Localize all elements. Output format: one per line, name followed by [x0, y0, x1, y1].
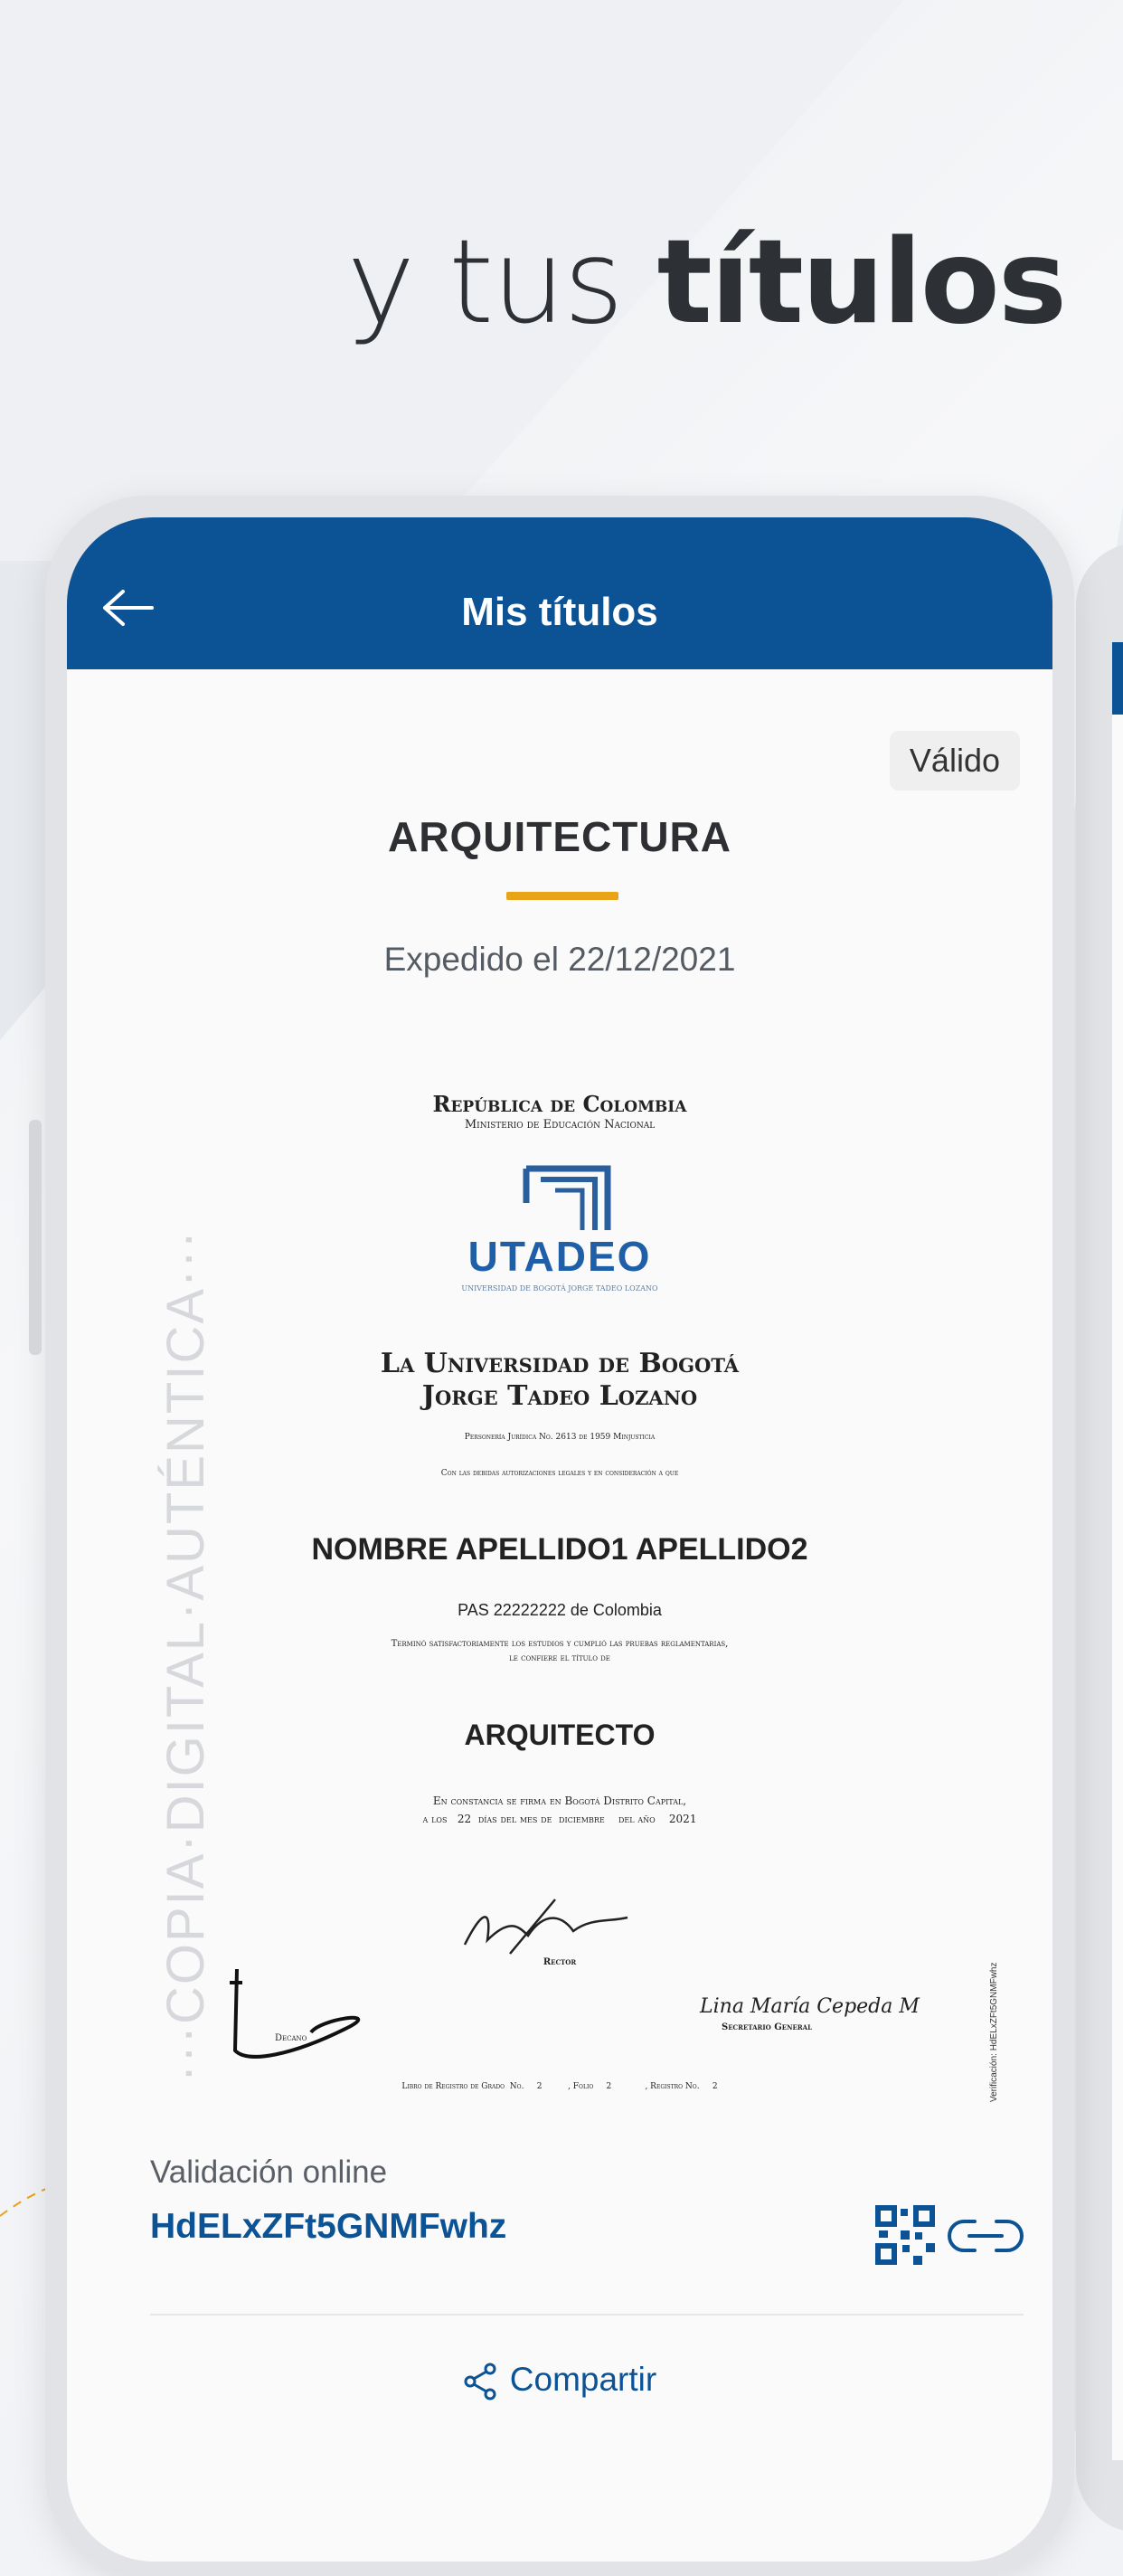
- degree-name: ARQUITECTO: [464, 1719, 656, 1751]
- app-bar-title: Mis títulos: [461, 590, 658, 634]
- legal-line: Personería Jurídica No. 2613 de 1959 Minjusticia: [464, 1433, 656, 1442]
- university-name-line1: La Universidad de Bogotá: [380, 1348, 740, 1379]
- completion-line2: le confiere el título de: [509, 1653, 610, 1663]
- phone-side-button: [29, 1120, 42, 1355]
- doc-country: República de Colombia: [432, 1091, 687, 1117]
- link-icon[interactable]: [942, 2214, 1029, 2258]
- verification-side-code: Verificación: HdELxZFt5GNMFwhz: [989, 1962, 999, 2102]
- certificate-document: [67, 517, 1052, 2326]
- validation-label: Validación online: [150, 2155, 388, 2190]
- university-logo-caption: UNIVERSIDAD DE BOGOTÁ JORGE TADEO LOZANO: [461, 1284, 658, 1293]
- headline-bold: títulos: [656, 215, 1065, 350]
- next-phone-screen: [1112, 651, 1123, 2460]
- secretary-signature: Lina María Cepeda M: [700, 1995, 920, 2018]
- rector-label: Rector: [543, 1957, 577, 1967]
- qr-code-icon[interactable]: [875, 2205, 935, 2265]
- status-badge: Válido: [890, 731, 1020, 791]
- university-logo-icon: [508, 1160, 617, 1232]
- phone-screen: [67, 517, 1052, 2562]
- doc-ministry: Ministerio de Educación Nacional: [464, 1118, 656, 1132]
- share-label: Compartir: [509, 2361, 657, 2398]
- validation-code[interactable]: HdELxZFt5GNMFwhz: [150, 2207, 507, 2246]
- issued-date: Expedido el 22/12/2021: [383, 941, 736, 978]
- next-phone-preview: [1076, 543, 1123, 2533]
- signed-line2: a los 22 días del mes de diciembre del año 2021: [422, 1813, 697, 1825]
- secretary-label: Secretario General: [722, 2022, 812, 2032]
- divider: [150, 2314, 1024, 2316]
- share-button[interactable]: [67, 2361, 1052, 2401]
- headline-light: y tus: [346, 215, 657, 350]
- graduate-id: PAS 22222222 de Colombia: [458, 1601, 662, 1619]
- next-phone-appbar: [1112, 642, 1123, 715]
- signed-line1: En constancia se firma en Bogotá Distrito Capital,: [432, 1795, 687, 1807]
- rector-signature-icon: [456, 1890, 655, 1963]
- certificate-title: ARQUITECTURA: [388, 813, 731, 860]
- authority-line: Con las debidas autorizaciones legales y en consideración a que: [440, 1469, 679, 1478]
- share-icon: [463, 2363, 497, 2401]
- headline: [347, 215, 1066, 350]
- graduate-name: NOMBRE APELLIDO1 APELLIDO2: [311, 1532, 808, 1567]
- university-name-line2: Jorge Tadeo Lozano: [421, 1380, 698, 1412]
- completion-line1: Terminó satisfactoriamente los estudios y cumplió las pruebas reglamentarias,: [391, 1639, 729, 1649]
- phone-frame: [45, 496, 1074, 2576]
- registry-line: Libro de Registro de Grado No. 2 , Folio 2 , Registro No. 2: [401, 2082, 718, 2091]
- dean-signature-icon: [212, 1965, 392, 2064]
- watermark: ···COPIA·DIGITAL·AUTÉNTICA···: [156, 1229, 215, 2082]
- dean-label: Decano: [275, 2033, 307, 2043]
- university-logo-text: UTADEO: [467, 1233, 652, 1280]
